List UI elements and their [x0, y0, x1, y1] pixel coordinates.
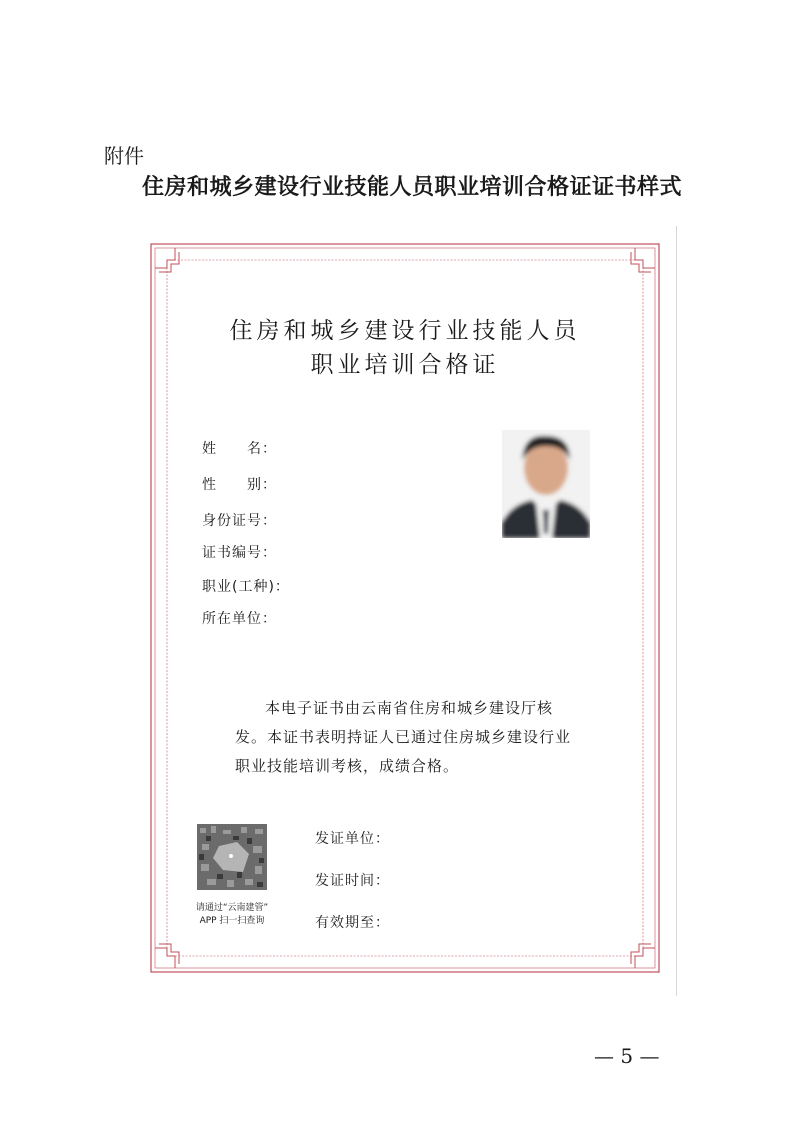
page-number: — 5 — — [594, 1044, 660, 1068]
holder-photo — [502, 430, 590, 538]
scan-edge-line — [676, 226, 677, 996]
name-label: 姓 名： — [202, 441, 277, 457]
qr-caption-line1: 请通过“云南建管” — [195, 903, 269, 913]
qr-caption-line2: APP 扫一扫查询 — [199, 916, 265, 926]
employer-label: 所在单位： — [202, 611, 277, 627]
valid-until-label: 有效期至： — [315, 915, 390, 931]
qr-caption — [173, 902, 291, 928]
attachment-label: 附件 — [104, 144, 144, 168]
issuing-authority-label: 发证单位： — [315, 831, 390, 847]
occupation-label: 职业(工种)： — [202, 579, 290, 595]
id-number-label: 身份证号： — [202, 513, 277, 529]
certificate-title-line1: 住房和城乡建设行业技能人员 — [229, 318, 581, 344]
qr-code[interactable] — [197, 824, 267, 890]
gender-label: 性 别： — [202, 477, 277, 493]
certificate-sample — [145, 238, 665, 978]
certificate-statement: 本电子证书由云南省住房和城乡建设厅核发。本证书表明持证人已通过住房城乡建设行业职业技能培训考核，成绩合格。 — [235, 699, 572, 775]
document-title: 住房和城乡建设行业技能人员职业培训合格证证书样式 — [142, 174, 683, 200]
issue-date-label: 发证时间： — [315, 873, 390, 889]
certificate-title-line2: 职业培训合格证 — [310, 352, 500, 378]
certificate-number-label: 证书编号： — [202, 545, 277, 561]
